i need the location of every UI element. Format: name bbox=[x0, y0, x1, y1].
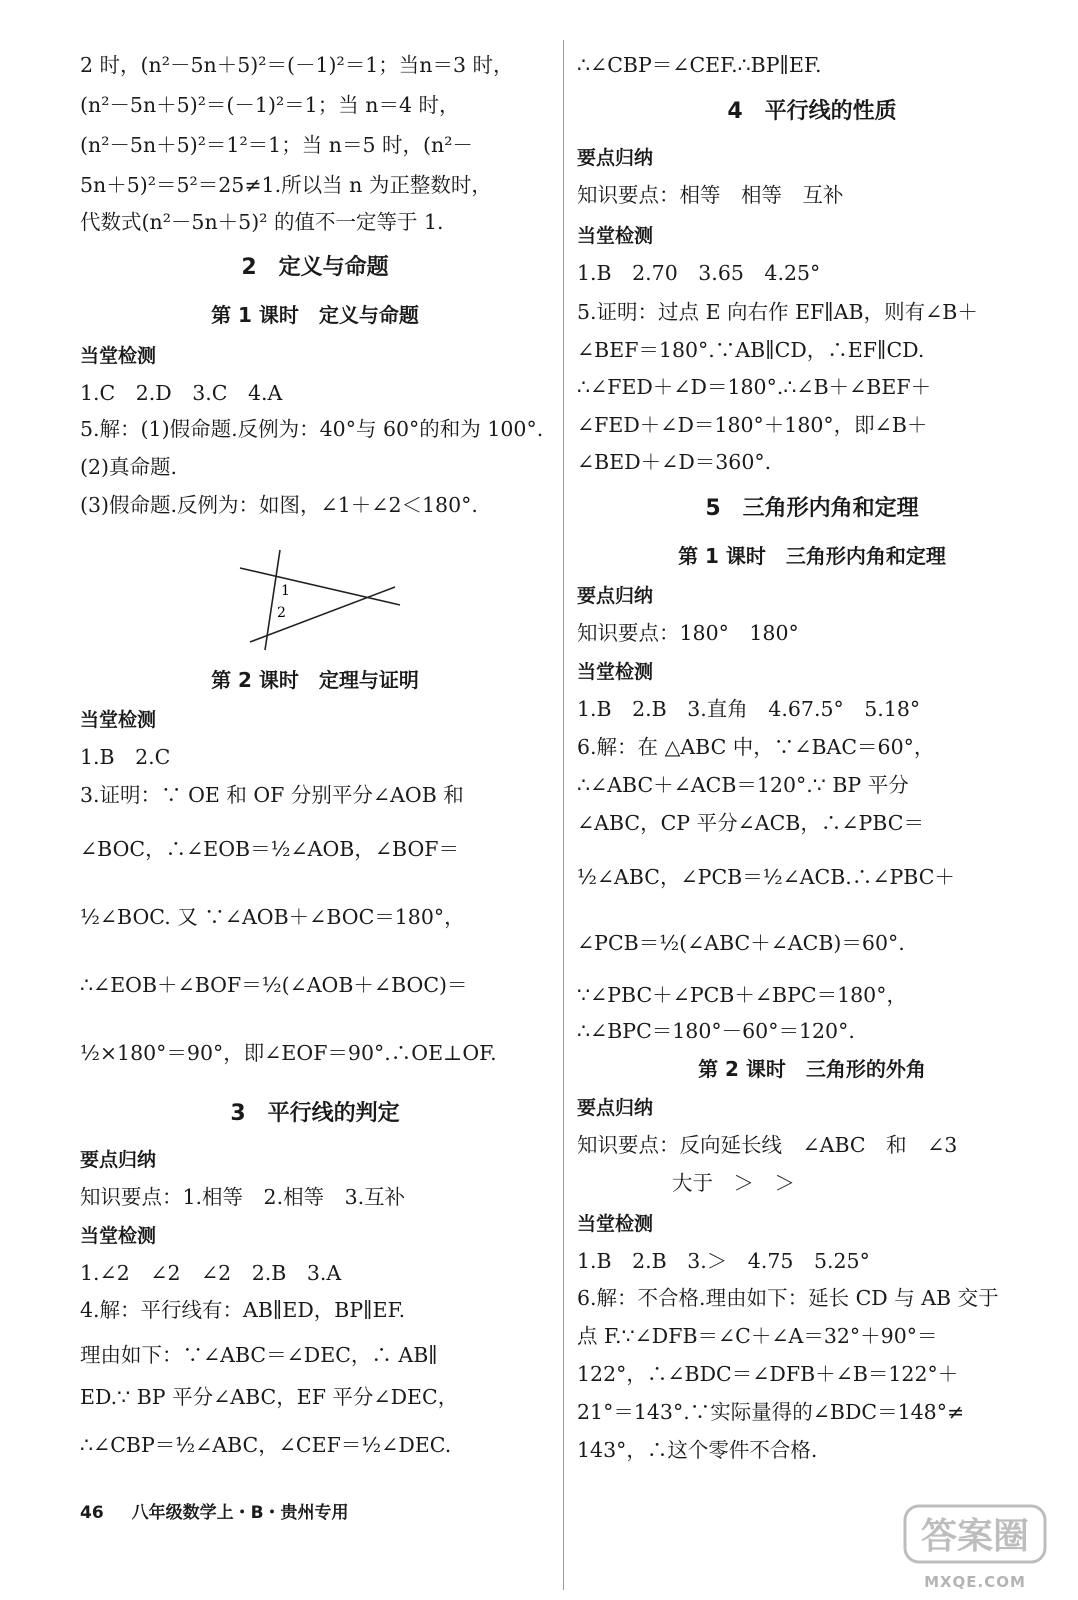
watermark-glyphs: 答案圈 bbox=[920, 1516, 1030, 1557]
text-line: 5n＋5)²＝5²＝25≠1.所以当 n 为正整数时， bbox=[80, 173, 492, 197]
answer-line: ½∠BOC. 又 ∵∠AOB＋∠BOC＝180°， bbox=[80, 905, 465, 929]
page-footer bbox=[80, 1498, 349, 1523]
lesson-title: 第 1 课时 三角形内角和定理 bbox=[678, 544, 946, 568]
answer-line: ½×180°＝90°，即∠EOF＝90°.∴OE⊥OF. bbox=[80, 1041, 497, 1065]
figure-line bbox=[250, 587, 395, 642]
answer-line: ½∠ABC，∠PCB＝½∠ACB.∴∠PBC＋ bbox=[577, 865, 955, 889]
answer-line: 理由如下：∵∠ABC＝∠DEC，∴ AB∥ bbox=[80, 1343, 438, 1367]
answer-line: 点 F.∵∠DFB＝∠C＋∠A＝32°＋90°＝ bbox=[577, 1324, 938, 1348]
answer-line: ED.∵ BP 平分∠ABC，EF 平分∠DEC， bbox=[80, 1385, 459, 1409]
figure-line bbox=[265, 550, 280, 650]
answer-line: ∠BEF＝180°.∵AB∥CD，∴EF∥CD. bbox=[577, 338, 925, 362]
answer-line: (2)真命题. bbox=[80, 455, 178, 479]
key-heading: 要点归纳 bbox=[577, 147, 654, 169]
answer-line: ∠FED＋∠D＝180°＋180°，即∠B＋ bbox=[577, 413, 928, 437]
text-line: (n²－5n＋5)²＝(－1)²＝1；当 n＝4 时， bbox=[80, 93, 460, 117]
key-points: 知识要点：1.相等 2.相等 3.互补 bbox=[80, 1185, 406, 1209]
check-heading: 当堂检测 bbox=[80, 345, 157, 367]
key-points: 大于 ＞ ＞ bbox=[672, 1171, 795, 1195]
key-points: 知识要点：反向延长线 ∠ABC 和 ∠3 bbox=[577, 1133, 958, 1157]
key-points: 知识要点：180° 180° bbox=[577, 621, 799, 645]
answer-line: (3)假命题.反例为：如图，∠1＋∠2＜180°. bbox=[80, 493, 478, 517]
answer-line: 5.解：(1)假命题.反例为：40°与 60°的和为 100°. bbox=[80, 417, 544, 441]
watermark-site: MXQE.COM bbox=[924, 1573, 1026, 1591]
answer-line: ∠PCB＝½(∠ABC＋∠ACB)＝60°. bbox=[577, 931, 905, 955]
angle-figure bbox=[235, 550, 405, 655]
answer-line: ∠BED＋∠D＝360°. bbox=[577, 450, 772, 474]
column-divider bbox=[563, 40, 564, 1590]
answer-line: 6.解：不合格.理由如下：延长 CD 与 AB 交于 bbox=[577, 1286, 999, 1310]
check-heading: 当堂检测 bbox=[577, 225, 654, 247]
answer-line: 21°＝143°.∵实际量得的∠BDC＝148°≠ bbox=[577, 1400, 965, 1424]
section-title: 4 平行线的性质 bbox=[727, 99, 897, 124]
answer-line: ∠BOC，∴∠EOB＝½∠AOB，∠BOF＝ bbox=[80, 837, 459, 861]
text-line: ∴∠CBP＝∠CEF.∴BP∥EF. bbox=[577, 53, 822, 77]
answer-line: ∵∠PBC＋∠PCB＋∠BPC＝180°， bbox=[577, 983, 907, 1007]
page-number: 46 bbox=[80, 1503, 104, 1523]
answer-line: ∠ABC，CP 平分∠ACB，∴∠PBC＝ bbox=[577, 811, 924, 835]
key-points: 知识要点：相等 相等 互补 bbox=[577, 183, 844, 207]
key-heading: 要点归纳 bbox=[577, 585, 654, 607]
watermark-logo bbox=[895, 1500, 1055, 1595]
answer-line: 1.∠2 ∠2 ∠2 2.B 3.A bbox=[80, 1261, 342, 1285]
section-title: 2 定义与命题 bbox=[241, 255, 389, 280]
answer-line: 5.证明：过点 E 向右作 EF∥AB，则有∠B＋ bbox=[577, 300, 978, 324]
answer-line: 1.B 2.B 3.直角 4.67.5° 5.18° bbox=[577, 697, 921, 721]
figure-line bbox=[240, 568, 400, 605]
answer-line: ∴∠ABC＋∠ACB＝120°.∵ BP 平分 bbox=[577, 773, 909, 797]
key-heading: 要点归纳 bbox=[577, 1097, 654, 1119]
answer-line: 122°，∴∠BDC＝∠DFB＋∠B＝122°＋ bbox=[577, 1362, 959, 1386]
check-heading: 当堂检测 bbox=[80, 709, 157, 731]
angle-label-2: 2 bbox=[277, 605, 286, 621]
key-heading: 要点归纳 bbox=[80, 1149, 157, 1171]
watermark-graphic bbox=[895, 1500, 1055, 1570]
check-heading: 当堂检测 bbox=[577, 661, 654, 683]
answer-line: ∴∠FED＋∠D＝180°.∴∠B＋∠BEF＋ bbox=[577, 375, 932, 399]
lesson-title: 第 2 课时 三角形的外角 bbox=[698, 1057, 926, 1081]
section-title: 3 平行线的判定 bbox=[230, 1101, 400, 1126]
check-heading: 当堂检测 bbox=[577, 1213, 654, 1235]
answer-line: 143°，∴这个零件不合格. bbox=[577, 1438, 818, 1462]
answer-line: 1.B 2.B 3.＞ 4.75 5.25° bbox=[577, 1249, 870, 1273]
text-line: 代数式(n²－5n＋5)² 的值不一定等于 1. bbox=[80, 210, 444, 234]
check-heading: 当堂检测 bbox=[80, 1225, 157, 1247]
answer-line: 3.证明：∵ OE 和 OF 分别平分∠AOB 和 bbox=[80, 783, 464, 807]
answer-line: ∴∠CBP＝½∠ABC，∠CEF＝½∠DEC. bbox=[80, 1433, 452, 1457]
answer-line: 1.C 2.D 3.C 4.A bbox=[80, 381, 283, 405]
angle-label-1: 1 bbox=[281, 583, 290, 599]
answer-line: 1.B 2.C bbox=[80, 745, 171, 769]
answer-line: ∴∠EOB＋∠BOF＝½(∠AOB＋∠BOC)＝ bbox=[80, 973, 468, 997]
answer-line: 6.解：在 △ABC 中，∵∠BAC＝60°， bbox=[577, 735, 935, 759]
text-line: (n²－5n＋5)²＝1²＝1；当 n＝5 时，(n²－ bbox=[80, 133, 473, 157]
lesson-title: 第 2 课时 定理与证明 bbox=[211, 668, 419, 692]
answer-line: 4.解：平行线有：AB∥ED，BP∥EF. bbox=[80, 1298, 406, 1322]
answer-line: 1.B 2.70 3.65 4.25° bbox=[577, 261, 821, 285]
section-title: 5 三角形内角和定理 bbox=[705, 496, 919, 521]
text-line: 2 时，(n²－5n＋5)²＝(－1)²＝1；当n＝3 时， bbox=[80, 53, 514, 77]
book-title: 八年级数学上・B・贵州专用 bbox=[131, 1503, 349, 1523]
lesson-title: 第 1 课时 定义与命题 bbox=[211, 303, 419, 327]
answer-line: ∴∠BPC＝180°－60°＝120°. bbox=[577, 1019, 855, 1043]
